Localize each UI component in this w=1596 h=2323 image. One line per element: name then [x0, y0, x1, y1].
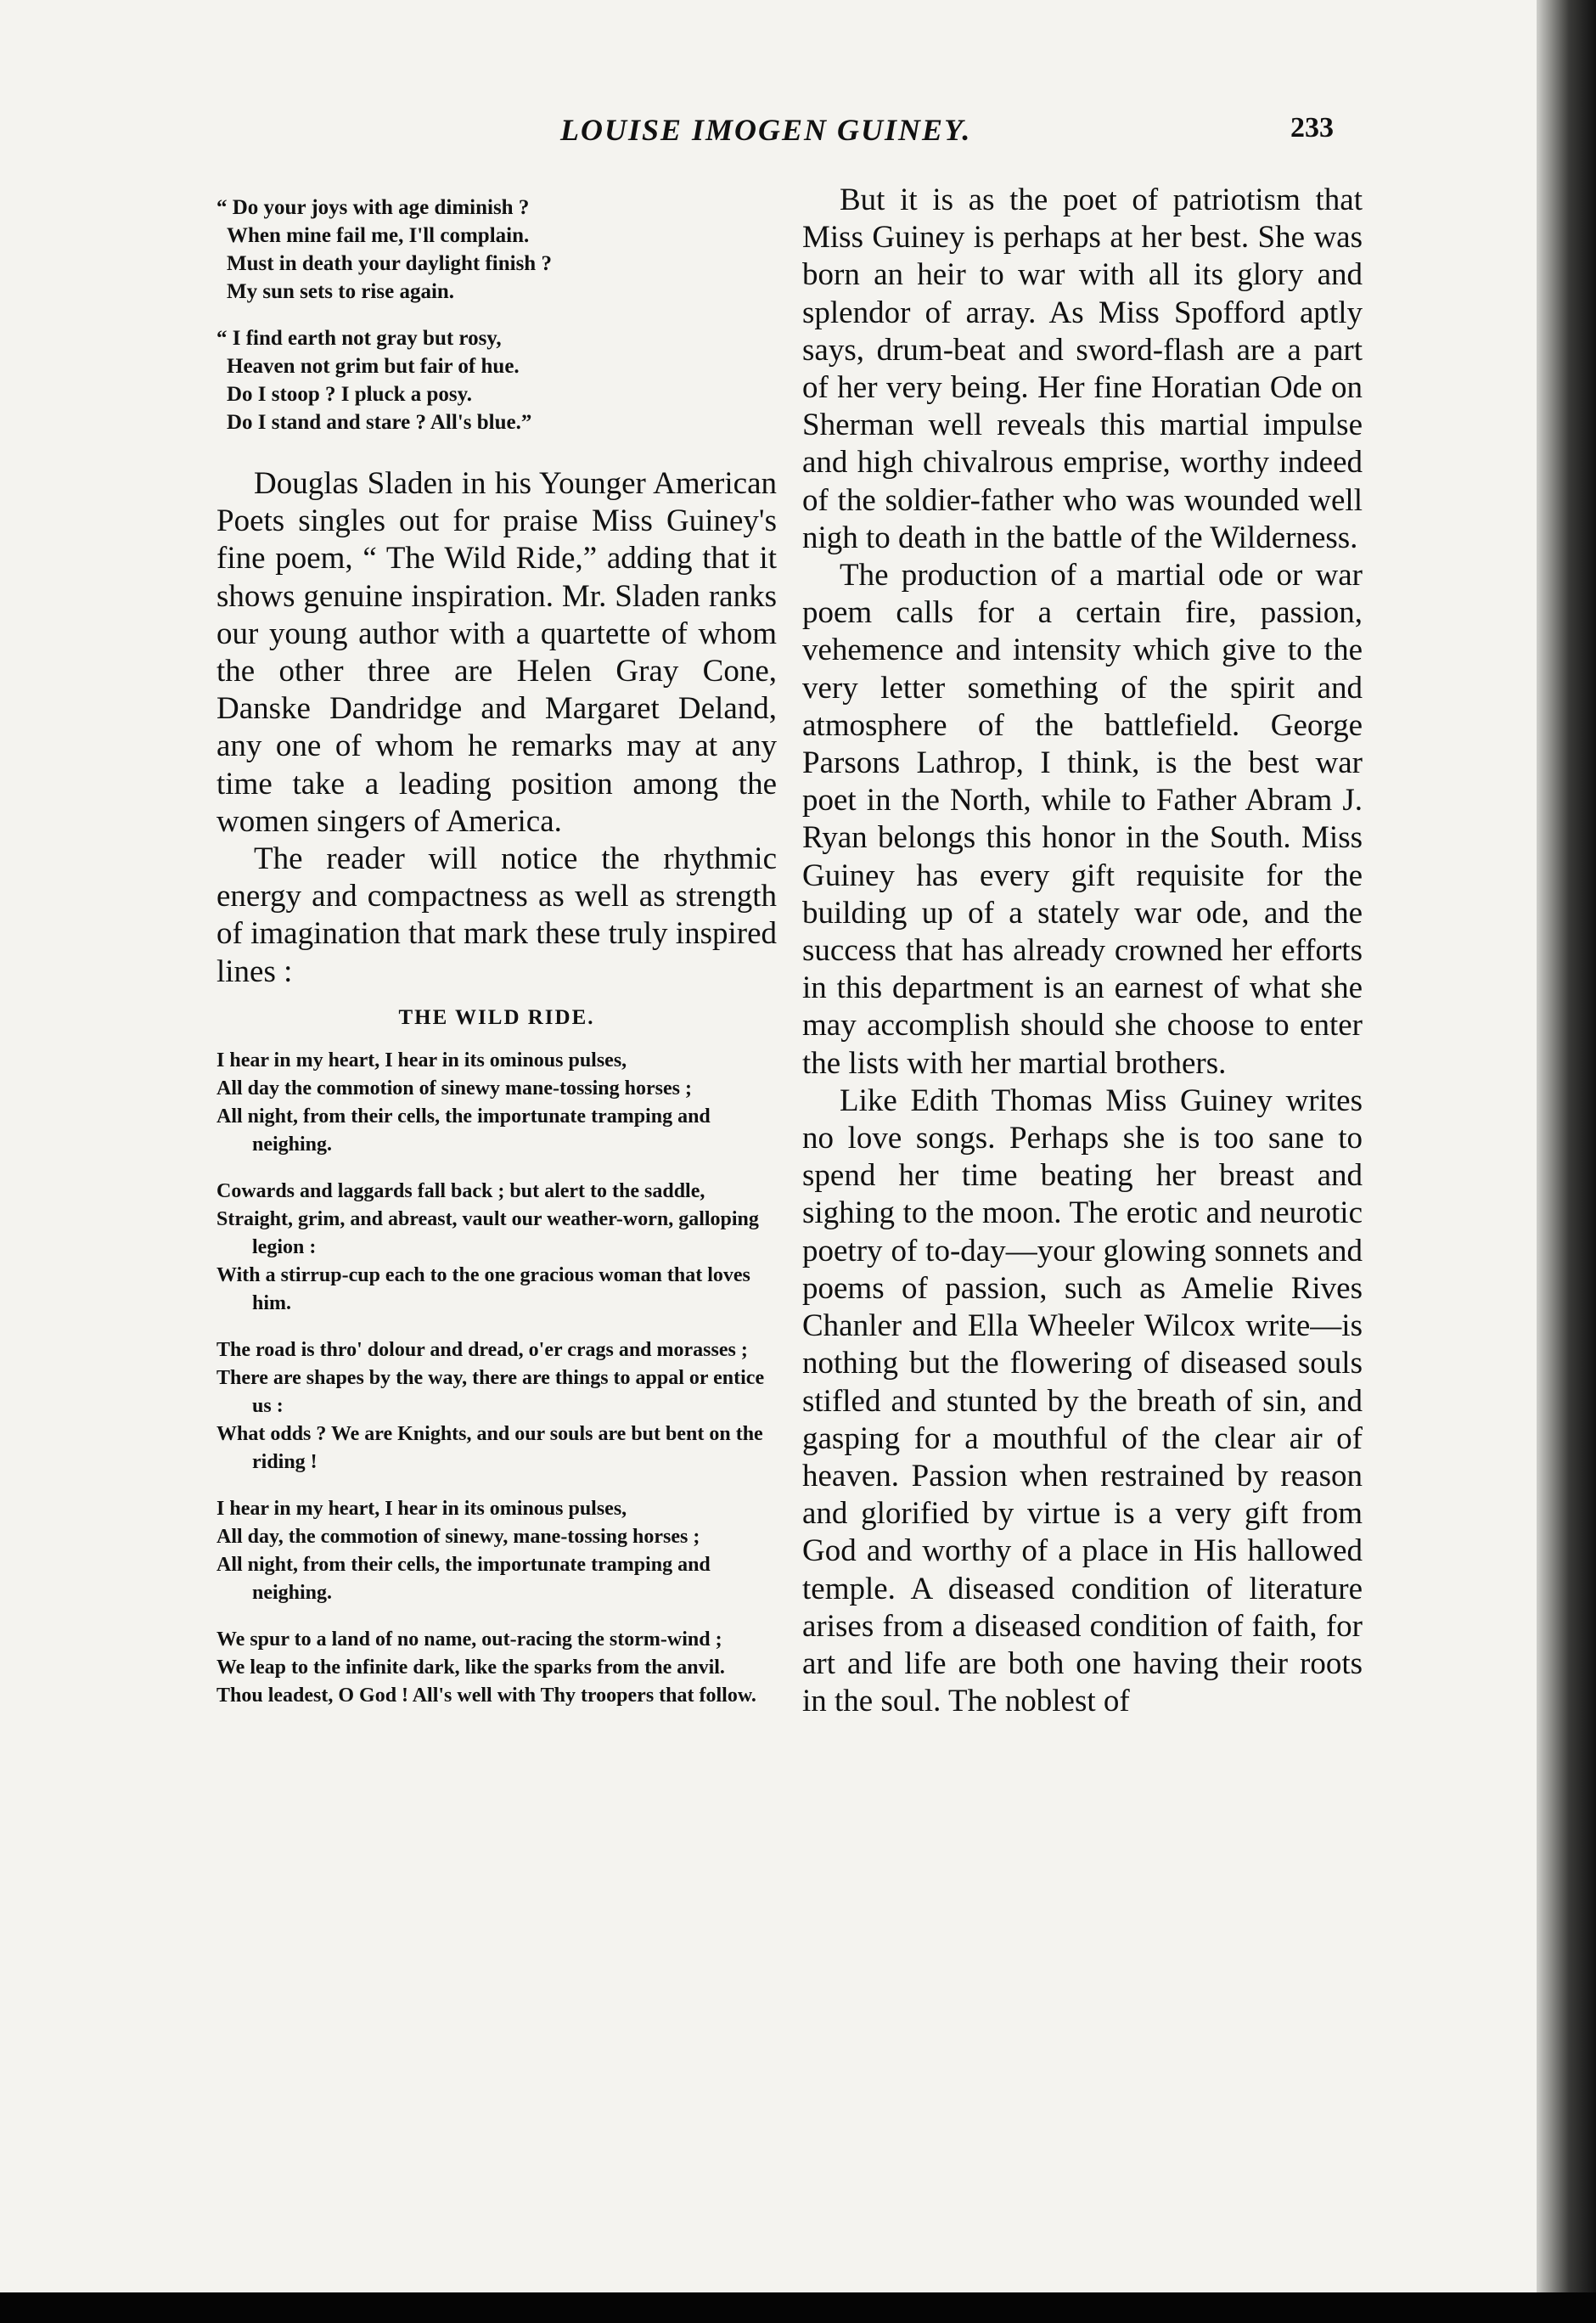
poem-line: All day the commotion of sinewy mane-tossing horses ; — [216, 1077, 692, 1100]
left-column — [216, 194, 777, 1729]
poem-line: There are shapes by the way, there are things to appal or entice us : — [216, 1366, 765, 1417]
poem-line: All day, the commotion of sinewy, mane-tossing horses ; — [216, 1525, 700, 1548]
page-header — [0, 112, 1545, 163]
poem-line: All night, from their cells, the importunate tramping and neighing. — [216, 1553, 711, 1604]
paragraph: But it is as the poet of patriotism that Miss Guiney is perhaps at her best. She was born an heir to war with all its glory and splendor of array. As Miss Spofford aptly says, drum-beat and sword-flash are a part of her very being. Her fine Horatian Ode on Sherman well reveals this martial impulse and high chivalrous emprise, worthy indeed of the soldier-father who was wounded well nigh to death in the battle of the Wilderness. — [802, 183, 1363, 555]
paragraph: The production of a martial ode or war poem calls for a certain fire, passion, vehemence and intensity which give to the very letter something of the spirit and atmosphere of the battlefield. George Parsons Lathrop, I think, is the best war poet in the North, while to Father Abram J. Ryan belongs this honor in the South. Miss Guiney has every gift requisite for the building up of a stately war ode, and the success that has already crowned her efforts in this department is an earnest of what she may accomplish should she choose to enter the lists with her martial brothers. — [802, 558, 1363, 1081]
verse-line: Do I stand and stare ? All's blue.” — [227, 411, 532, 434]
page-number: 233 — [1290, 112, 1334, 143]
verse-line: Do I stoop ? I pluck a posy. — [227, 383, 472, 406]
poem-line: With a stirrup-cup each to the one gracious woman that loves him. — [216, 1263, 750, 1314]
intro-stanza — [216, 194, 777, 306]
verse-line: “ Do your joys with age diminish ? — [216, 196, 530, 219]
poem-stanza — [216, 1178, 777, 1318]
poem-line: What odds ? We are Knights, and our souls are but bent on the riding ! — [216, 1422, 763, 1473]
intro-stanza — [216, 324, 777, 436]
paragraph: Like Edith Thomas Miss Guiney writes no love songs. Perhaps she is too sane to spend her time beating her breast and sighing to the moon. The erotic and neurotic poetry of to-day—your glowing sonnets and poems of passion, such as Amelie Rives Chanler and Ella Wheeler Wilcox write—is nothing but the flowering of diseased souls stifled and stunted by the breath of sin, and gasping for a mouthful of the clear air of heaven. Passion when restrained by reason and glorified by virtue is a very gift from God and worthy of a place in His hallowed temple. A diseased condition of literature arises from a diseased condition of faith, for art and life are both one having their roots in the soul. The noblest of — [802, 1083, 1363, 1719]
poem-line: We leap to the infinite dark, like the sparks from the anvil. — [216, 1656, 725, 1679]
poem-body — [216, 1047, 777, 1710]
poem-stanza — [216, 1626, 777, 1710]
poem-line: I hear in my heart, I hear in its ominous pulses, — [216, 1497, 627, 1520]
poem-line: We spur to a land of no name, out-racing the storm-wind ; — [216, 1628, 722, 1651]
right-column — [802, 182, 1363, 1720]
poem-line: Thou leadest, O God ! All's well with Thy troopers that follow. — [216, 1684, 756, 1707]
right-prose — [802, 182, 1363, 1720]
running-head: LOUISE IMOGEN GUINEY. — [560, 113, 972, 147]
poem-line: The road is thro' dolour and dread, o'er crags and morasses ; — [216, 1338, 748, 1361]
poem-stanza — [216, 1336, 777, 1476]
poem-stanza — [216, 1047, 777, 1159]
poem-line: All night, from their cells, the importunate tramping and neighing. — [216, 1105, 711, 1156]
verse-line: Must in death your daylight finish ? — [227, 252, 552, 275]
intro-stanzas — [216, 194, 777, 436]
poem-title: THE WILD RIDE. — [398, 1005, 595, 1029]
left-prose — [216, 465, 777, 991]
poem-line: I hear in my heart, I hear in its ominous pulses, — [216, 1049, 627, 1072]
poem-line: Cowards and laggards fall back ; but alert to the saddle, — [216, 1179, 705, 1202]
verse-line: My sun sets to rise again. — [227, 280, 455, 303]
paragraph: The reader will notice the rhythmic energy and compactness as well as strength of imagination that mark these truly inspired lines : — [216, 841, 777, 989]
poem-line: Straight, grim, and abreast, vault our weather-worn, galloping legion : — [216, 1207, 759, 1258]
verse-line: When mine fail me, I'll complain. — [227, 224, 530, 247]
poem-stanza — [216, 1495, 777, 1607]
verse-line: “ I find earth not gray but rosy, — [216, 327, 502, 350]
scan-bottom-edge — [0, 2292, 1596, 2323]
book-edge-shadow — [1537, 0, 1596, 2323]
verse-line: Heaven not grim but fair of hue. — [227, 355, 520, 378]
paragraph: Douglas Sladen in his Younger American Poets singles out for praise Miss Guiney's fine poem, “ The Wild Ride,” adding that it shows genuine inspiration. Mr. Sladen ranks our young author with a quartette of whom the other three are Helen Gray Cone, Danske Dandridge and Margaret Deland, any one of whom he remarks may at any time take a leading position among the women singers of America. — [216, 466, 777, 839]
